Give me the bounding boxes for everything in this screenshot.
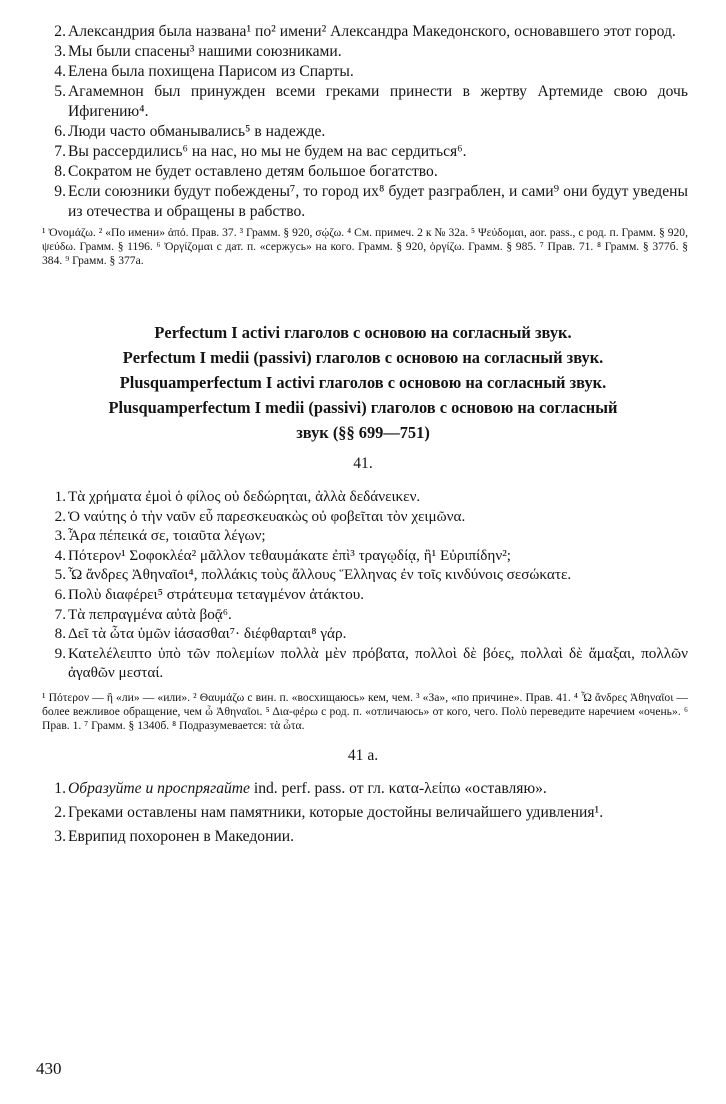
footnotes: ¹ Ὀνομάζω. ² «По имени» ἀπό. Прав. 37. ³ Грамм. § 920, σῴζω. ⁴ См. примеч. 2 к № 32а. ⁵ Ψεύδομαι, aor. pass., с род. п. Грамм. § 920, ψεύδω. Грамм. § 1196. ⁶ Ὀργίζομαι с дат. п. «сержусь» на кого. Грамм. § 920, ὀργίζω. Грамм. § 985. ⁷ Прав. 71. ⁸ Грамм. § 377б. § 384. ⁹ Грамм. § 377а.: [42, 226, 688, 267]
section-heading: [38, 320, 688, 445]
list-item: 2. Александрия была названа¹ по² имени² Александра Македонского, основавшего этот город.: [54, 23, 676, 40]
heading-line: Perfectum I medii (passivi) глаголов с основою на согласный звук.: [122, 348, 604, 367]
list-item: 3. Еврипид похоронен в Македонии.: [54, 827, 295, 845]
list-item: 1. Образуйте и проспрягайте ind. perf. pass. от гл. κατα-λείπω «оставляю».: [54, 779, 547, 797]
heading-line: Plusquamperfectum I activi глаголов с основою на согласный звук.: [119, 373, 607, 392]
list-item: 6. Люди часто обманывались⁵ в надежде.: [54, 123, 326, 140]
exercise-previous: [38, 22, 688, 268]
list-item: 8. Сократом не будет оставлено детям большое богатство.: [54, 163, 438, 180]
heading-line: звук (§§ 699—751): [296, 423, 430, 442]
list-item: 7. Τὰ πεπραγμένα αὐτὰ βοᾷ⁶.: [54, 605, 232, 623]
list-item: 7. Вы рассердились⁶ на нас, но мы не будем на вас сердиться⁶.: [54, 143, 467, 160]
exercise-41: [38, 487, 688, 683]
list-item: 8. Δεῖ τὰ ὦτα ὑμῶν ἰάσασθαι⁷· διέφθαρται⁸ γάρ.: [54, 625, 347, 643]
exercise-41a: [38, 779, 688, 847]
page-number: 430: [36, 1059, 62, 1078]
exercise-number: 41 а.: [347, 746, 379, 764]
list-item: 1. Τὰ χρήματα ἐμοὶ ὁ φίλος οὐ δεδώρηται, ἀλλὰ δεδάνεικεν.: [54, 488, 421, 505]
list-item: 3. Ἆρα πέπεικά σε, τοιαῦτα λέγων;: [54, 527, 266, 545]
heading-line: Plusquamperfectum I medii (passivi) глаголов с основою на согласный: [108, 398, 618, 417]
list-item: 4. Елена была похищена Парисом из Спарты.: [54, 63, 354, 80]
list-item: 2. Греками оставлены нам памятники, которые достойны величайшего удивления¹.: [54, 803, 604, 821]
list-item: 4. Πότερον¹ Σοφοκλέα² μᾶλλον τεθαυμάκατε ἐπὶ³ τραγῳδίᾳ, ἢ¹ Εὐριπίδην²;: [54, 546, 511, 564]
exercise-number: 41.: [353, 455, 373, 472]
list-item: 5. Ὦ ἄνδρες Ἀθηναῖοι⁴, πολλάκις τοὺς ἄλλους Ἕλληνας ἐν τοῖς κινδύνοις σεσώκατε.: [54, 566, 572, 584]
list-item: 2. Ὁ ναύτης ὁ τὴν ναῦν εὖ παρεσκευακὼς οὐ φοβεῖται τὸν χειμῶνα.: [54, 507, 466, 525]
list-item: 9. Κατελέλειπτο ὑπὸ τῶν πολεμίων πολλὰ μὲν πρόβατα, πολλοὶ δὲ βόες, πολλαὶ δὲ ἅμαξαι, πολλῶν ἀγαθῶν μεσταί.: [54, 644, 688, 682]
footnotes: ¹ Πότερον — ἢ «ли» — «или». ² Θαυμάζω с вин. п. «восхищаюсь» кем, чем. ³ «За», «по причине». Прав. 41. ⁴ Ὦ ἄνδρες Ἀθηναῖοι — более вежливое обращение, чем ὦ Ἀθηναῖοι. ⁵ Δια-φέρω с род. п. «отличаюсь» от кого, чего. Πολὺ переведите наречием «очень». ⁶ Прав. 1. ⁷ Грамм. § 1340б. ⁸ Подразумевается: τὰ ὦτα.: [42, 690, 688, 732]
list-item: 3. Мы были спасены³ нашими союзниками.: [54, 43, 342, 60]
list-item: 6. Πολὺ διαφέρει⁵ στράτευμα τεταγμένον ἀτάκτου.: [54, 585, 365, 603]
heading-line: Perfectum I activi глаголов с основою на согласный звук.: [154, 323, 572, 342]
list-item: 9. Если союзники будут побеждены⁷, то город их⁸ будет разграблен, и сами⁹ они будут уведены из отечества и обращены в рабство.: [54, 183, 688, 220]
page-content: [38, 22, 688, 847]
list-item: 5. Агамемнон был принужден всеми греками принести в жертву Артемиде свою дочь Ифигению⁴.: [54, 83, 688, 120]
